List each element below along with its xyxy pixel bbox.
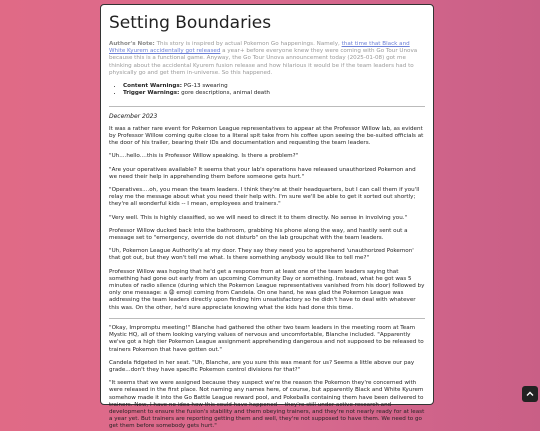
story-paragraph: "Uh, Pokemon League Authority's at my door. They say they need you to apprehend 'unauthorized Pokemon' that got out, but they won't tell me what. Is there something anybody would like to tell me?" [109,248,414,262]
content-warnings-label: Content Warnings: [123,83,182,90]
page-title: Setting Boundaries [109,13,272,33]
scroll-to-top-button[interactable] [522,386,538,402]
chevron-up-icon [525,389,535,399]
trigger-warnings-item [123,90,425,97]
author-note-text-before: This story is inspired by actual Pokemon Go happenings. Namely, [156,41,342,47]
story-paragraph: "Okay, Impromptu meeting!" Blanche had gathered the other two team leaders in the meeting room at Team Mystic HQ, all of them looking varying values of nervous and uncomfortable, Blanche included. "Apparently we've got a high tier Pokemon League assignment apprehending dangerous and not supposed to be released to trainers Pokemon that have gotten out." [109,324,424,353]
story-paragraph: Candela fidgeted in her seat. "Uh, Blanche, are you sure this was meant for us? Seems a little above our pay grade...don't they have specific Pokemon control divisions for that?" [109,359,415,373]
divider [109,106,425,107]
story-paragraph: It was a rather rare event for Pokemon League representatives to appear at the Professor Willow lab, as evident by Professor Willow coming quite close to a literal spit take from his coffee upon seeing the be-suited officials at the door of his trailer, bearing their IDs and documentation and requesting the team leaders. [109,125,424,147]
author-note-label: Author's Note: [109,41,155,47]
author-note [109,41,425,77]
story-content [101,5,433,431]
story-paragraph: "Uh....hello....this is Professor Willow speaking. Is there a problem?" [109,153,299,160]
trigger-warnings-label: Trigger Warnings: [123,90,180,97]
story-paragraph: "It seems that we were assigned because they suspect we're the reason the Pokemon they're concerned with were released in the first place. Not naming any names here, of course, but apparently Black and White Kyurem somehow made it into the Go Battle League reward pool, and Pokeballs containing them have been delivered to trainers. Now, I have no idea how this could have happened -- they're still under active research and development to ensure the fusion's stability and them obeying trainers, and they're not nearly ready for at least a year yet. But trainers are reporting getting them and well, they're not supposed to have them. We need to go get them before somebody gets hurt." [109,380,425,430]
story-paragraph: Professor Willow was hoping that he'd get a response from at least one of the team leaders saying that something had gone out early from an upcoming Community Day or something. Instead, what he got was 5 minutes of radio silence (during which the Pokemon League representatives vanished from his door) followed by only one message: a 😩 emoji coming from Candela. On one hand, he was glad the Pokemon League was addressing the team leaders directly upon finding him unsatisfactory so he didn't have to deal with whatever this was. On the other, he'd sure appreciate knowing what the kids had done this time. [109,268,425,311]
story-paragraph: "Very well. This is highly classified, so we will need to direct it to them directly. No sense in involving you." [109,214,408,221]
story-paragraph: Professor Willow ducked back into the bathroom, grabbing his phone along the way, and hastily sent out a message set to "emergency, override do not disturb" on the lab groupchat with the team leaders. [109,227,408,242]
scene-divider [109,318,425,319]
kyurem-release-link[interactable]: that time that Black and White Kyurem accidentally got released [109,41,410,55]
story-date: December 2023 [109,112,158,120]
trigger-warnings-value: gore descriptions, animal death [181,90,270,97]
content-warnings-value: PG-13 swearing [183,83,228,90]
story-paragraph: "Are your operatives available? It seems that your lab's operations have released unauthorized Pokemon and we need their help in apprehending them before someone gets hurt." [109,166,416,180]
warnings-list [109,83,425,98]
story-paragraph: "Operatives....oh, you mean the team leaders. I think they're at their headquarters, but I can call them if you'll relay me the message about what you need their help with. I'm sure we'll be able to get it sorted out shortly; they're all wonderful kids -- I mean, employees and trainers." [109,187,420,208]
story-page [100,4,434,430]
content-warnings-item [123,83,425,90]
author-note-text-after: a year+ before everyone knew they were coming with Go Tour Unova because this is a functional game. Anyway, the Go Tour Unova announcement today (2025-01-08) got me thinking about the accidental Kyurem fusion release and how hilarious it would be if the team leaders had to physically go and get them in-universe. So this happened. [109,48,418,76]
